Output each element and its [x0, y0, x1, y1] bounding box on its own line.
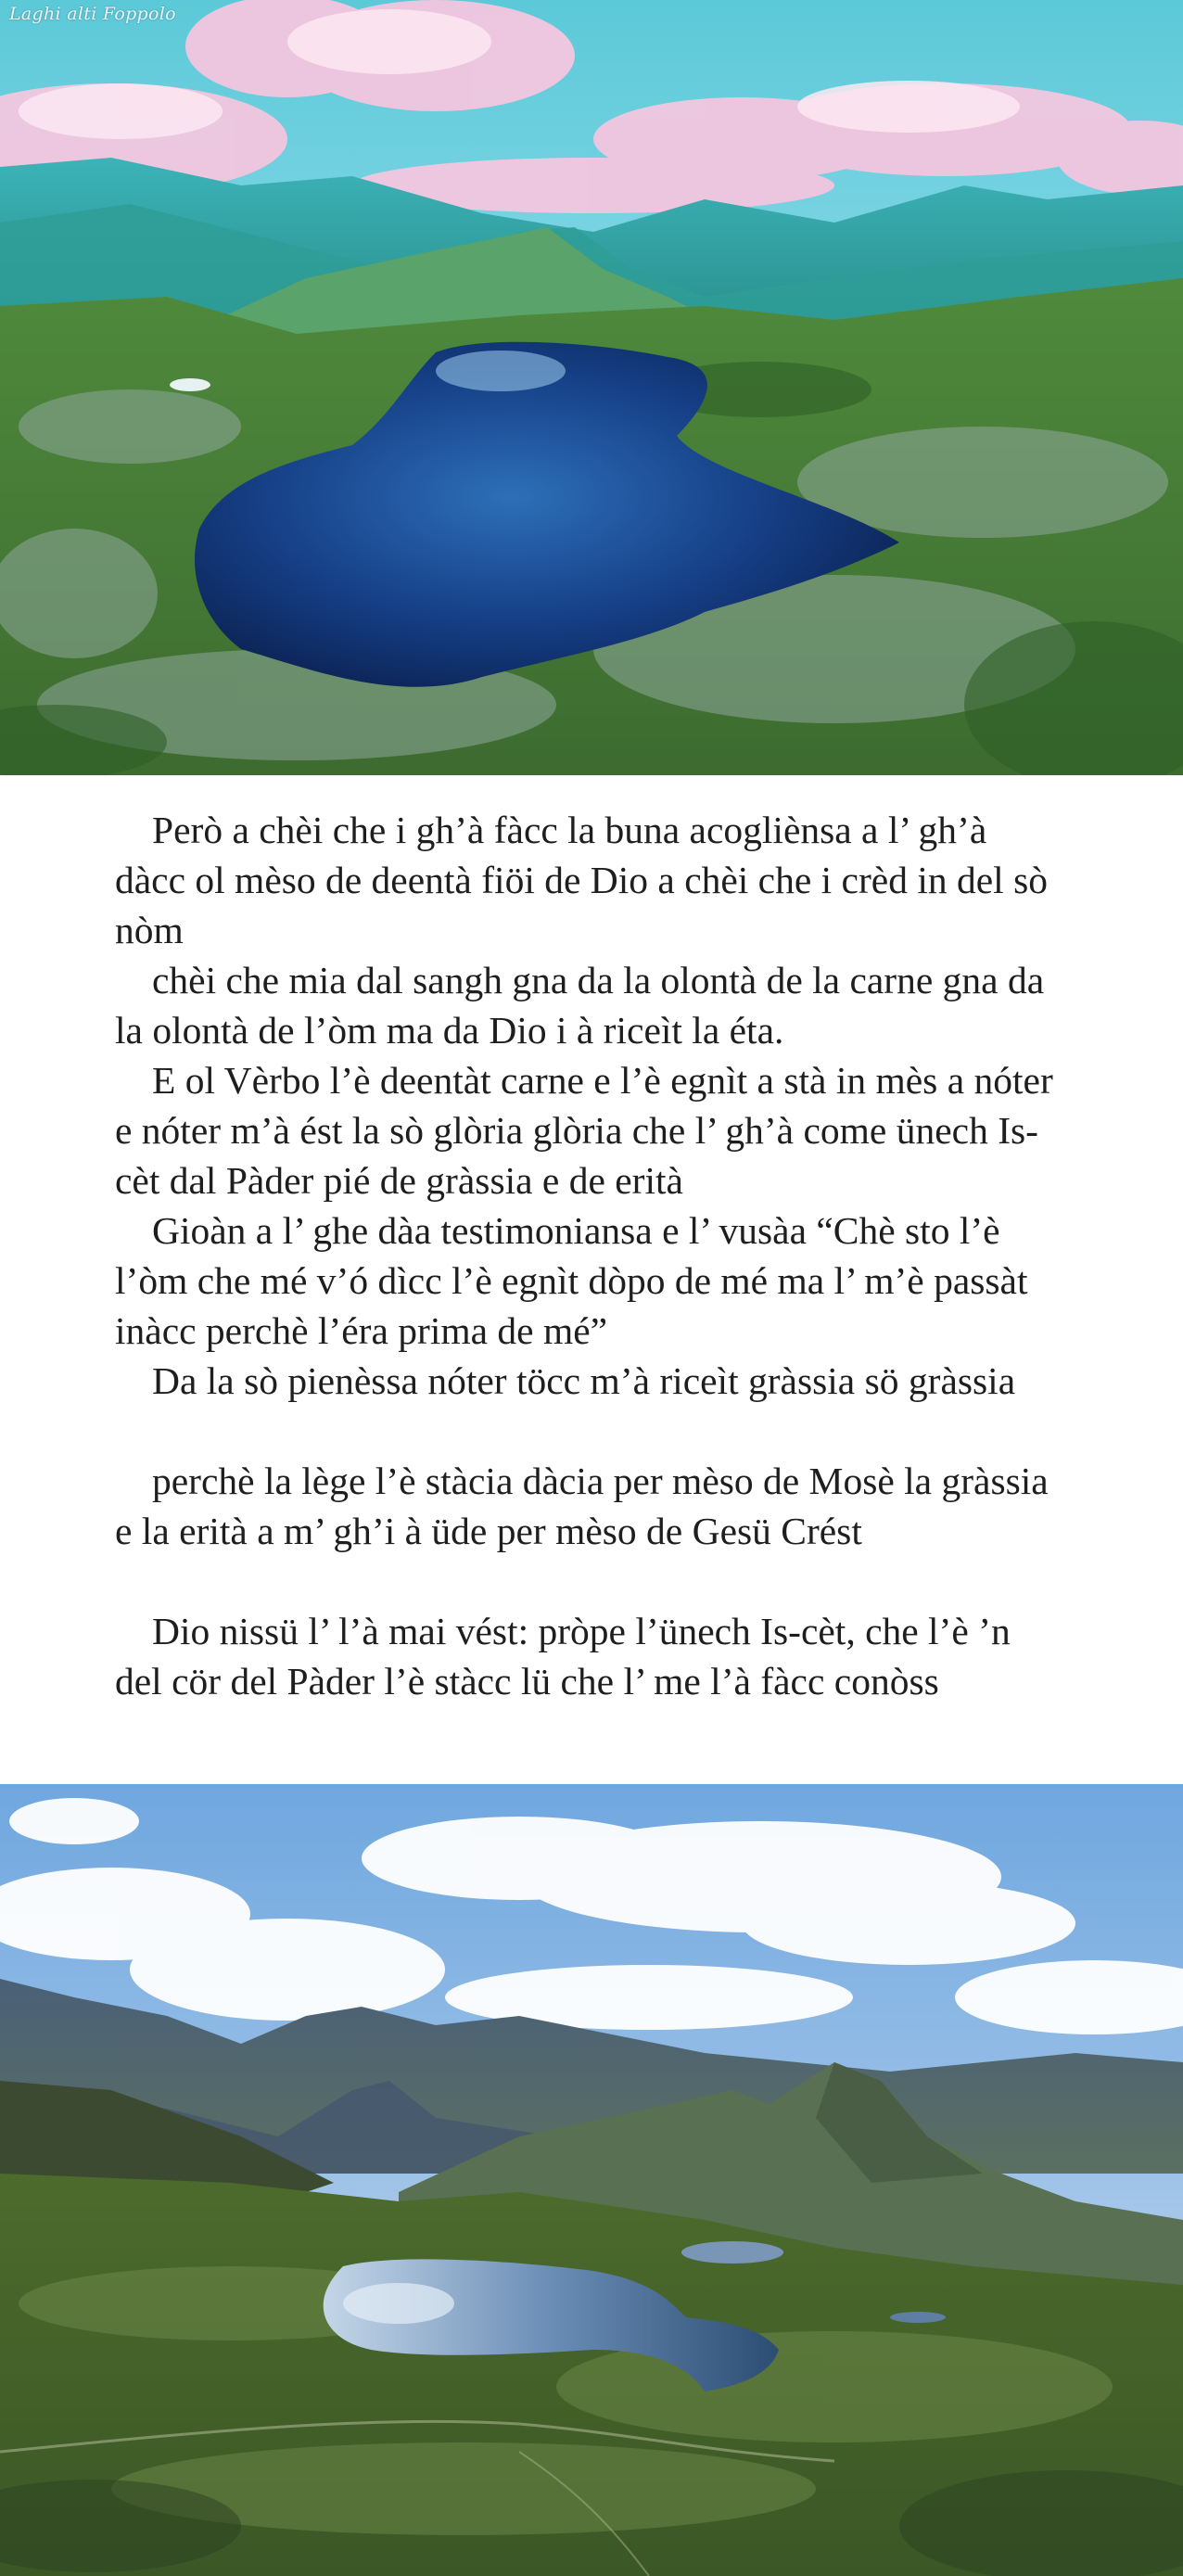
scripture-text	[0, 775, 1183, 1784]
mountain-lake-photo-icon	[0, 0, 1183, 775]
verse-paragraph: chèi che mia dal sangh gna da la olontà de la carne gna da la olontà de l’òm ma da Dio i à riceìt la éta.	[115, 959, 1045, 1052]
footer-photo	[0, 1784, 1183, 2576]
header-photo	[0, 0, 1183, 775]
photo-caption: Laghi alti Foppolo	[9, 4, 176, 24]
verse-paragraph: Dio nissü l’ l’à mai vést: pròpe l’ünech Is-cèt, che l’è ’n del cör del Pàder l’è stàcc lü che l’ me l’à fàcc conòss	[115, 1610, 1011, 1702]
verse-paragraph: Da la sò pienèssa nóter töcc m’à riceìt gràssia sö gràssia	[152, 1359, 1016, 1402]
verse-paragraph: Però a chèi che i gh’à fàcc la buna acogliènsa a l’ gh’à dàcc ol mèso de deentà fiöi de Dio a chèi che i crèd in del sò nòm	[115, 809, 1048, 951]
verse-paragraph: perchè la lège l’è stàcia dàcia per mèso de Mosè la gràssia e la erità a m’ gh’i à üde per mèso de Gesü Crést	[115, 1460, 1049, 1552]
verse-paragraph: Gioàn a l’ ghe dàa testimoniansa e l’ vusàa “Chè sto l’è l’òm che mé v’ó dìcc l’è egnìt dòpo de mé ma l’ m’è passàt inàcc perchè l’éra prima de mé”	[115, 1209, 1028, 1352]
verse-paragraph: E ol Vèrbo l’è deentàt carne e l’è egnìt a stà in mès a nóter e nóter m’à ést la sò glòria glòria che l’ gh’à come ünech Is-cèt dal Pàder pié de gràssia e de erità	[115, 1059, 1053, 1202]
alpine-valley-photo-icon	[0, 1784, 1183, 2576]
